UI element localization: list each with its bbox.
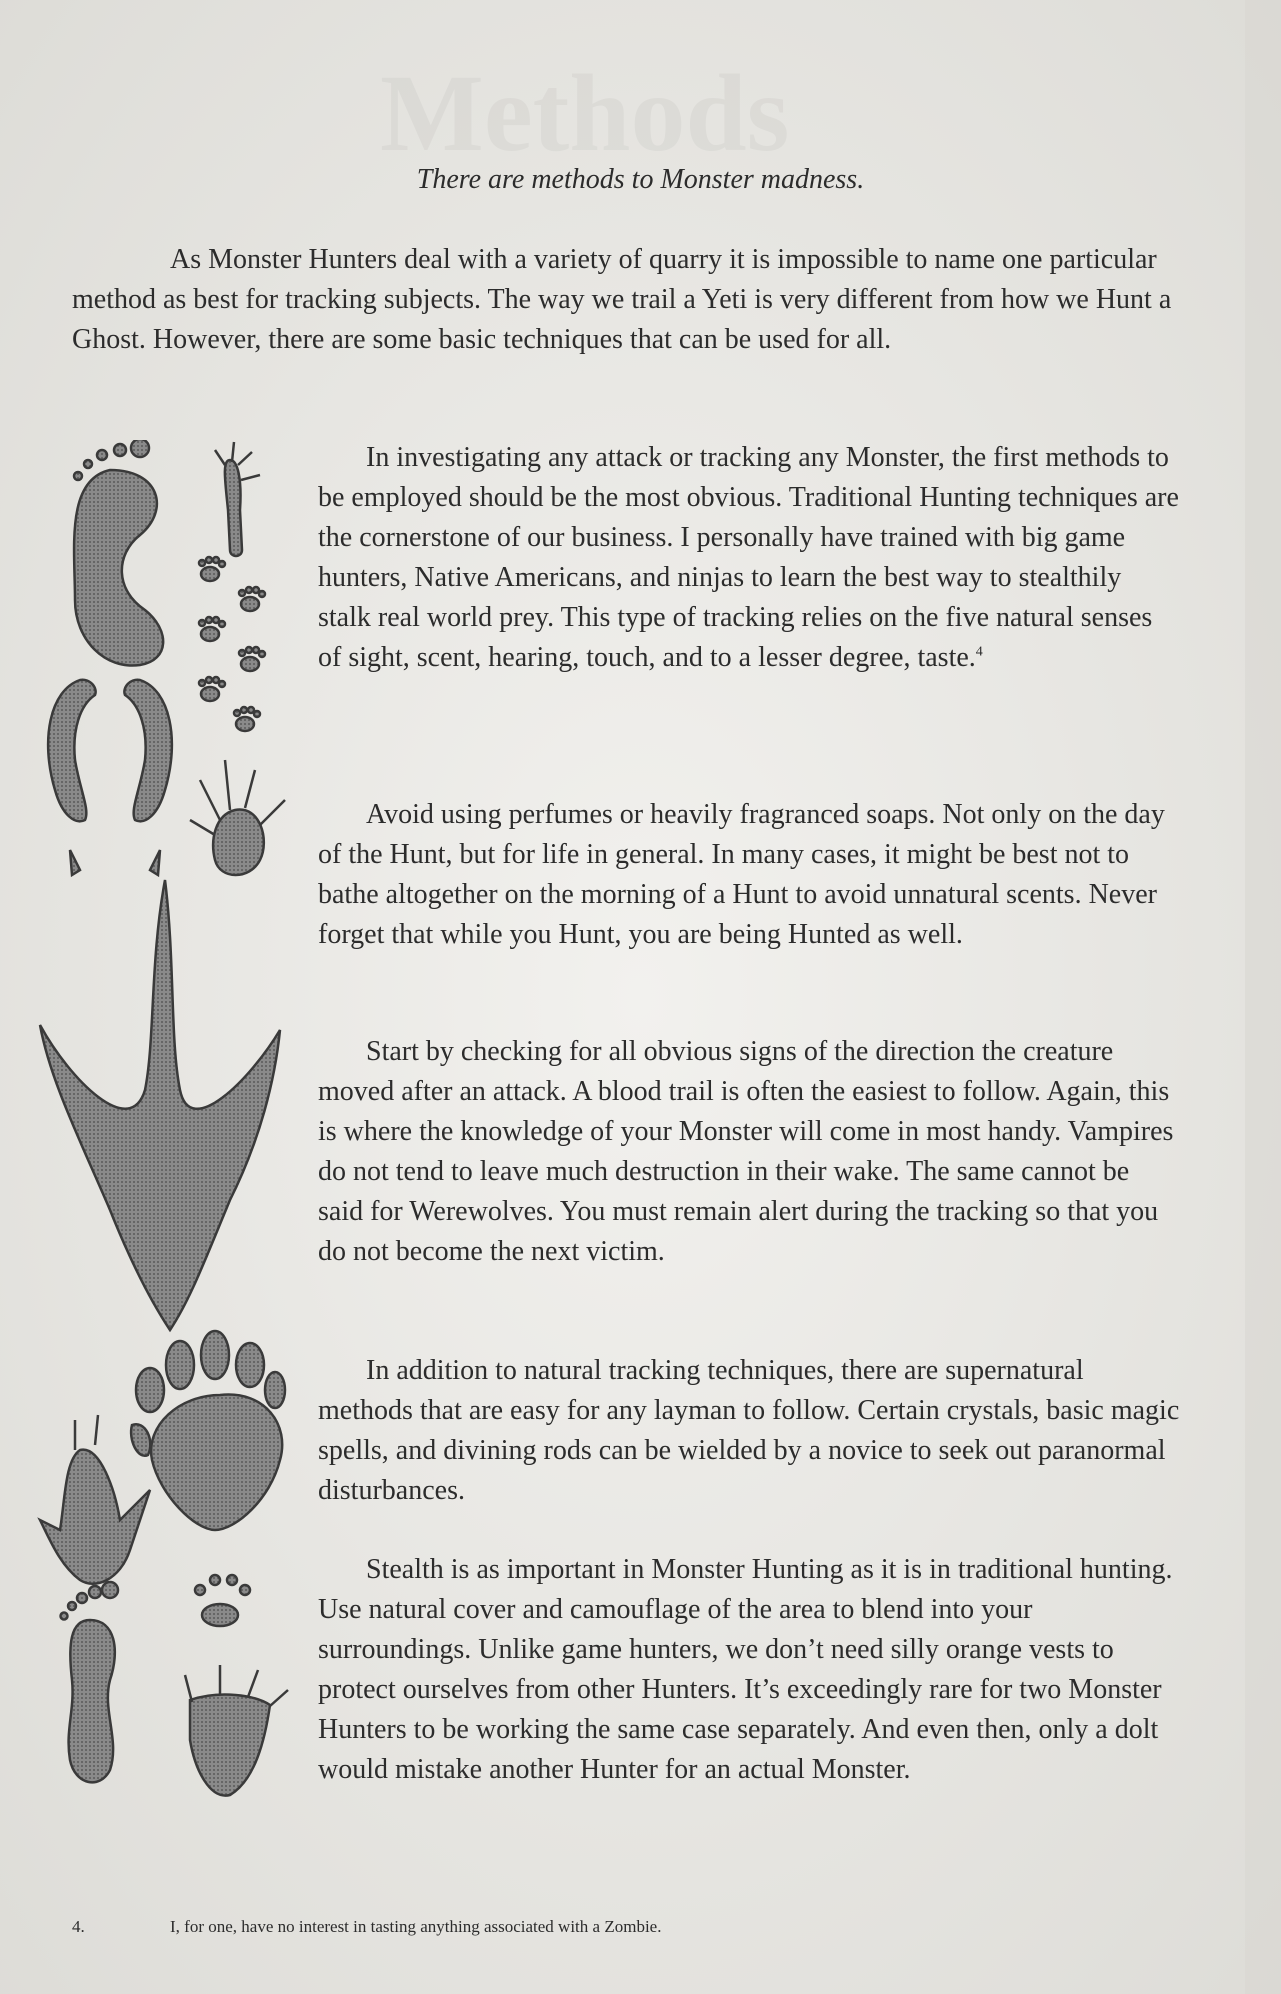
intro-paragraph: As Monster Hunters deal with a variety of quarry it is impossible to name one particular method as best for tracking subjects. The way we trail a Yeti is very different from how we Hunt a Ghost. However, there are some basic techniques that can be used for all.	[72, 244, 1172, 355]
hoof-print-icon	[48, 680, 172, 875]
footnote-marker[interactable]: 4	[975, 644, 983, 660]
footnote-text: I, for one, have no interest in tasting anything associated with a Zombie.	[170, 1917, 662, 1936]
footprint-illustrations	[20, 440, 310, 1860]
hand-track-icon	[190, 760, 285, 875]
small-human-footprint-icon	[61, 1582, 119, 1782]
small-paw-print-icon	[195, 1575, 250, 1626]
svg-text:Methods	[380, 52, 789, 174]
paragraph-supernatural-methods: In addition to natural tracking techniques, there are supernatural methods that are easy for any layman to follow. Certain crystals, basic magic spells, and divining rods can be wielded by a novice to seek out paranormal disturbances.	[318, 1355, 1180, 1506]
lizard-track-icon	[215, 442, 260, 556]
tagline: There are methods to Monster madness.	[416, 164, 865, 195]
footnote-number: 4.	[72, 1917, 85, 1936]
large-three-toe-footprint-icon	[40, 880, 280, 1330]
webbed-footprint-icon	[185, 1665, 288, 1796]
small-paw-prints-icon	[199, 557, 265, 731]
human-footprint-icon	[74, 440, 163, 666]
paragraph-scents: Avoid using perfumes or heavily fragranced soaps. Not only on the day of the Hunt, but for life in general. In many cases, it might be best not to bathe altogether on the morning of a Hunt to avoid unnatural scents. Never forget that while you Hunt, you are being Hunted as well.	[318, 799, 1165, 950]
paragraph-text: In investigating any attack or tracking any Monster, the first methods to be employed should be the most obvious. Traditional Hunting techniques are the cornerstone of our business. I personally have trained with big game hunters, Native Americans, and ninjas to learn the best way to stealthily stalk real world prey. This type of tracking relies on the five natural senses of sight, scent, hearing, touch, and to a lesser degree, taste.	[318, 442, 1179, 673]
paragraph-traditional-hunting	[318, 438, 1180, 678]
paragraph-blood-trail: Start by checking for all obvious signs of the direction the creature moved after an attack. A blood trail is often the easiest to follow. Again, this is where the knowledge of your Monster will come in most handy. Vampires do not tend to leave much destruction in their wake. The same cannot be said for Werewolves. You must remain alert during the tracking so that you do not become the next victim.	[318, 1036, 1174, 1267]
bear-paw-icon	[131, 1331, 285, 1530]
paragraph-stealth: Stealth is as important in Monster Hunting as it is in traditional hunting. Use natural cover and camouflage of the area to blend into your surroundings. Unlike game hunters, we don’t need silly orange vests to protect ourselves from other Hunters. It’s exceedingly rare for two Monster Hunters to be working the same case separately. And even then, only a dolt would mistake another Hunter for an actual Monster.	[318, 1554, 1173, 1785]
